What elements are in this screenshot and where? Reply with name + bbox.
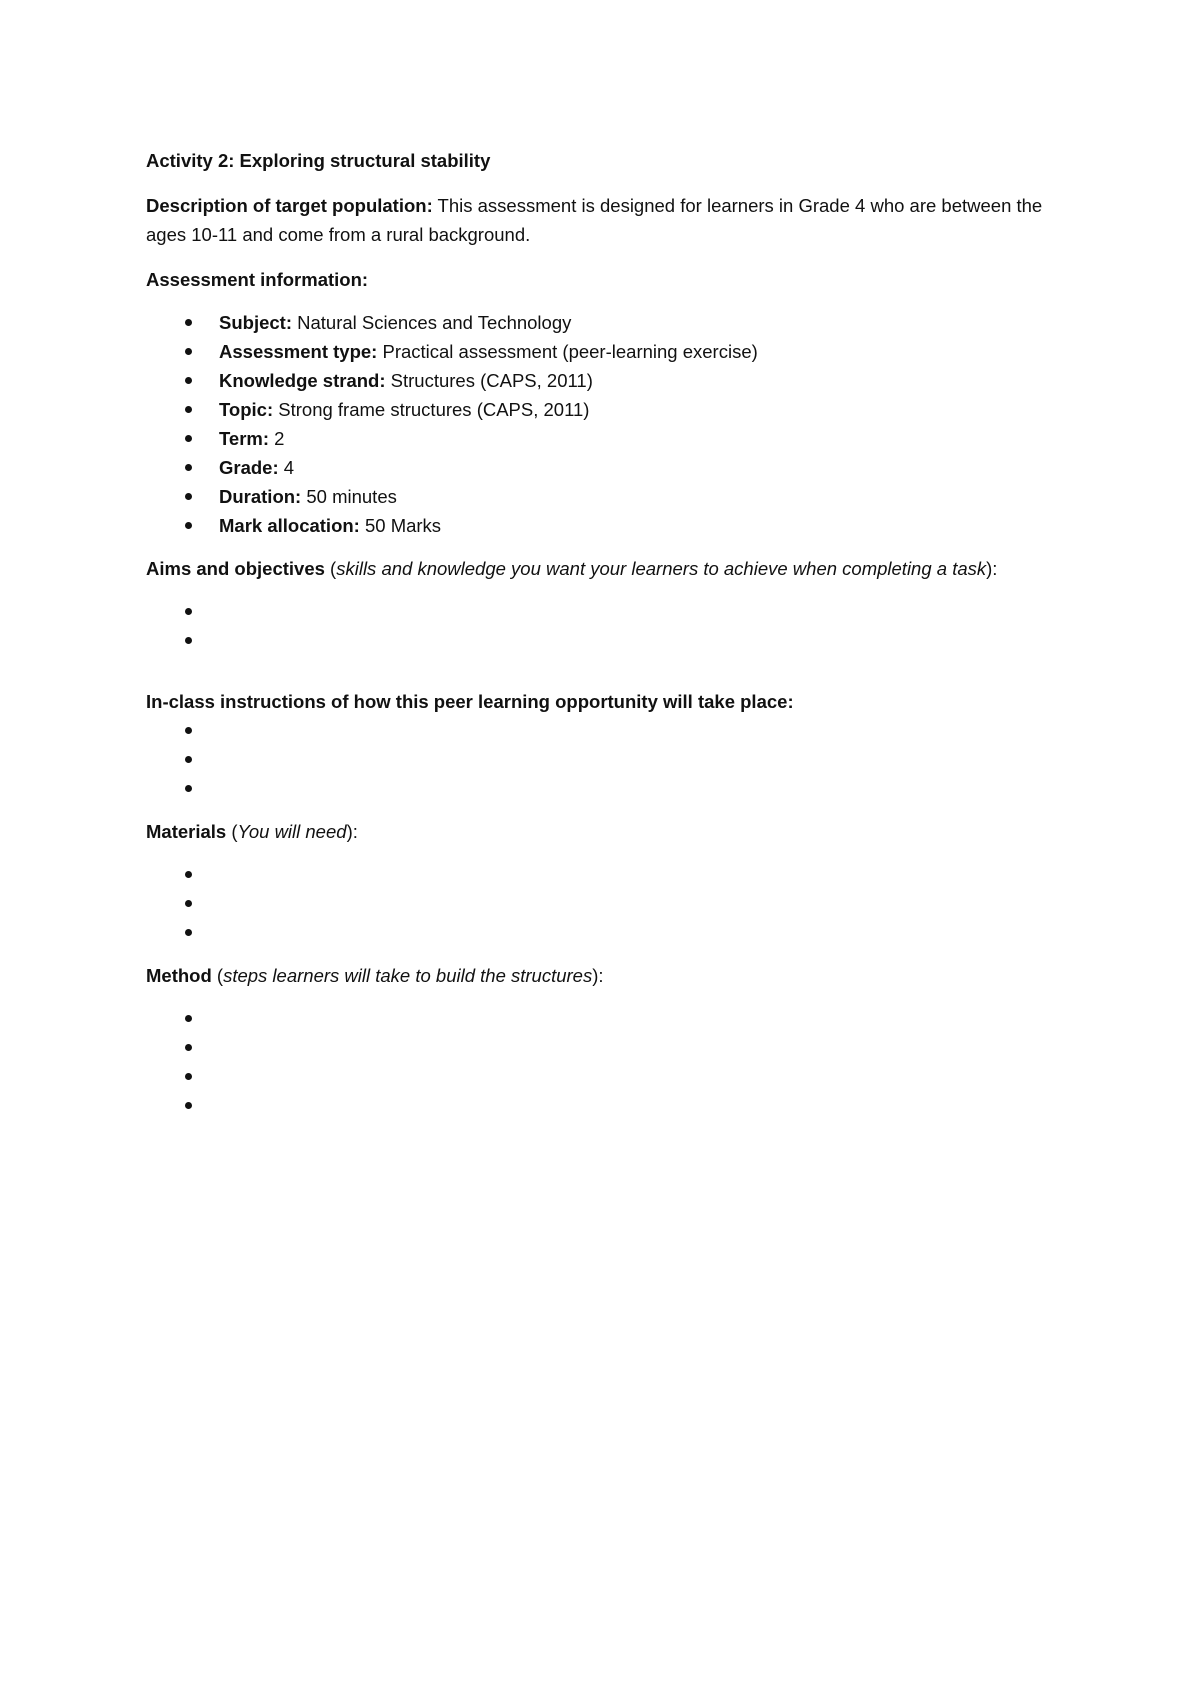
list-item bbox=[146, 1091, 1046, 1120]
bullet-icon bbox=[185, 522, 192, 529]
activity-title: Activity 2: Exploring structural stability bbox=[146, 150, 491, 171]
bullet-icon bbox=[185, 348, 192, 355]
bullet-icon bbox=[185, 493, 192, 500]
target-population-label: Description of target population: bbox=[146, 195, 433, 216]
bullet-icon bbox=[185, 727, 192, 734]
list-item bbox=[146, 774, 1046, 803]
list-item: Mark allocation: 50 Marks bbox=[146, 511, 1046, 540]
target-population-paragraph bbox=[146, 191, 1046, 249]
list-item bbox=[146, 860, 1046, 889]
bullet-icon bbox=[185, 929, 192, 936]
method-list bbox=[146, 1004, 1046, 1120]
list-item: Term: 2 bbox=[146, 424, 1046, 453]
list-item bbox=[146, 1062, 1046, 1091]
bullet-icon bbox=[185, 871, 192, 878]
list-item bbox=[146, 1033, 1046, 1062]
list-item: Knowledge strand: Structures (CAPS, 2011) bbox=[146, 366, 1046, 395]
list-item: Grade: 4 bbox=[146, 453, 1046, 482]
bullet-icon bbox=[185, 319, 192, 326]
list-item bbox=[146, 716, 1046, 745]
bullet-icon bbox=[185, 785, 192, 792]
list-item: Subject: Natural Sciences and Technology bbox=[146, 308, 1046, 337]
bullet-icon bbox=[185, 1073, 192, 1080]
list-item: Assessment type: Practical assessment (peer-learning exercise) bbox=[146, 337, 1046, 366]
bullet-icon bbox=[185, 1102, 192, 1109]
bullet-icon bbox=[185, 1044, 192, 1051]
assessment-information-list bbox=[146, 308, 1046, 540]
bullet-icon bbox=[185, 377, 192, 384]
aims-list bbox=[146, 597, 1046, 655]
inclass-instructions-list bbox=[146, 716, 1046, 803]
inclass-instructions-heading: In-class instructions of how this peer learning opportunity will take place: bbox=[146, 691, 794, 712]
bullet-icon bbox=[185, 1015, 192, 1022]
bullet-icon bbox=[185, 464, 192, 471]
list-item bbox=[146, 745, 1046, 774]
bullet-icon bbox=[185, 435, 192, 442]
materials-heading: Materials (You will need): bbox=[146, 821, 358, 842]
list-item bbox=[146, 626, 1046, 655]
assessment-information-heading: Assessment information: bbox=[146, 269, 369, 290]
bullet-icon bbox=[185, 608, 192, 615]
method-heading: Method (steps learners will take to build the structures): bbox=[146, 965, 604, 986]
bullet-icon bbox=[185, 406, 192, 413]
target-population-text: This assessment is designed for learners in Grade 4 who are between the ages 10-11 and come from a rural background. bbox=[146, 195, 1043, 245]
list-item: Duration: 50 minutes bbox=[146, 482, 1046, 511]
list-item bbox=[146, 1004, 1046, 1033]
list-item bbox=[146, 889, 1046, 918]
bullet-icon bbox=[185, 756, 192, 763]
aims-heading: Aims and objectives (skills and knowledge you want your learners to achieve when completing a task): bbox=[146, 558, 998, 579]
list-item: Topic: Strong frame structures (CAPS, 2011) bbox=[146, 395, 1046, 424]
list-item bbox=[146, 597, 1046, 626]
bullet-icon bbox=[185, 900, 192, 907]
list-item bbox=[146, 918, 1046, 947]
bullet-icon bbox=[185, 637, 192, 644]
document-content bbox=[146, 146, 1046, 1134]
materials-list bbox=[146, 860, 1046, 947]
